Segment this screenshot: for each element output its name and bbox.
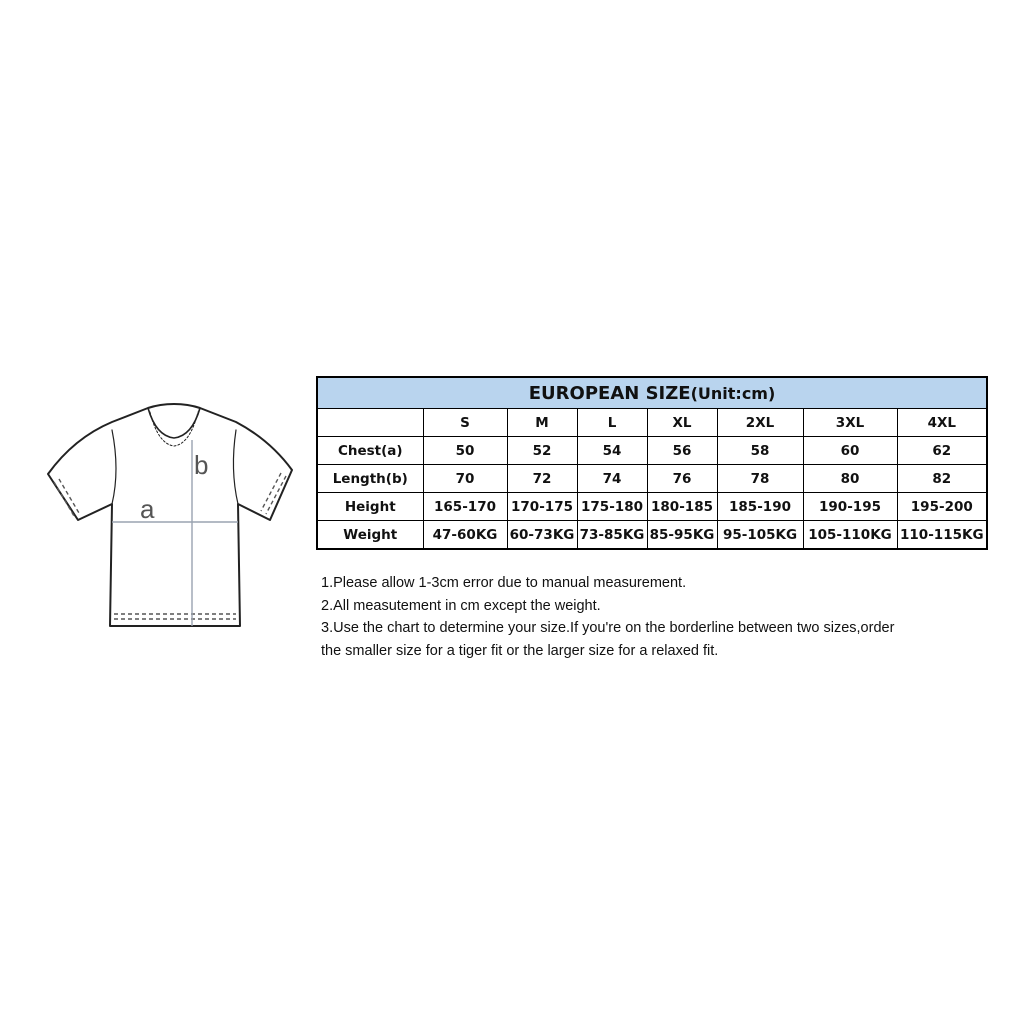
- cell: 170-175: [507, 493, 577, 521]
- size-header: L: [577, 409, 647, 437]
- row-label: Weight: [317, 521, 423, 550]
- cell: 73-85KG: [577, 521, 647, 550]
- note-line: 2.All measutement in cm except the weight.: [321, 597, 601, 614]
- cell: 78: [717, 465, 803, 493]
- cell: 72: [507, 465, 577, 493]
- table-row-weight: [317, 521, 987, 550]
- size-header: 4XL: [897, 409, 987, 437]
- cell: 175-180: [577, 493, 647, 521]
- cell: 56: [647, 437, 717, 465]
- cell: 110-115KG: [897, 521, 987, 550]
- cell: 195-200: [897, 493, 987, 521]
- cell: 74: [577, 465, 647, 493]
- cell: 50: [423, 437, 507, 465]
- size-header: XL: [647, 409, 717, 437]
- table-row-chest: [317, 437, 987, 465]
- table-row-length: [317, 465, 987, 493]
- note-line: 3.Use the chart to determine your size.If you're on the borderline between two sizes,order: [321, 620, 895, 637]
- tshirt-diagram: [40, 400, 302, 636]
- cell: 62: [897, 437, 987, 465]
- table-row-height: [317, 493, 987, 521]
- size-header-row: [317, 409, 987, 437]
- size-chart-table: [316, 376, 988, 550]
- size-notes: [321, 572, 1001, 663]
- cell: 85-95KG: [647, 521, 717, 550]
- cell: 180-185: [647, 493, 717, 521]
- table-title-text: EUROPEAN SIZE: [528, 382, 691, 404]
- cell: 165-170: [423, 493, 507, 521]
- size-header: 3XL: [803, 409, 897, 437]
- cell: 105-110KG: [803, 521, 897, 550]
- size-header: M: [507, 409, 577, 437]
- cell: 60-73KG: [507, 521, 577, 550]
- table-unit: (Unit:cm): [690, 383, 776, 403]
- row-label: Chest(a): [317, 437, 423, 465]
- cell: 58: [717, 437, 803, 465]
- cell: 95-105KG: [717, 521, 803, 550]
- row-label: Height: [317, 493, 423, 521]
- table-title-row: [317, 377, 987, 409]
- cell: 70: [423, 465, 507, 493]
- note-line: 1.Please allow 1-3cm error due to manual measurement.: [321, 575, 687, 591]
- label-b: b: [194, 450, 209, 480]
- tshirt-collar: [148, 408, 200, 438]
- cell: 52: [507, 437, 577, 465]
- size-header: 2XL: [717, 409, 803, 437]
- row-label: Length(b): [317, 465, 423, 493]
- cell: 60: [803, 437, 897, 465]
- note-line: the smaller size for a tiger fit or the larger size for a relaxed fit.: [321, 643, 719, 660]
- cell: 80: [803, 465, 897, 493]
- size-header: S: [423, 409, 507, 437]
- cell: 185-190: [717, 493, 803, 521]
- cell: 82: [897, 465, 987, 493]
- cell: 190-195: [803, 493, 897, 521]
- label-a: a: [140, 494, 155, 524]
- table-title: [317, 377, 987, 409]
- cell: 54: [577, 437, 647, 465]
- cell: 47-60KG: [423, 521, 507, 550]
- corner-cell: [317, 409, 423, 437]
- cell: 76: [647, 465, 717, 493]
